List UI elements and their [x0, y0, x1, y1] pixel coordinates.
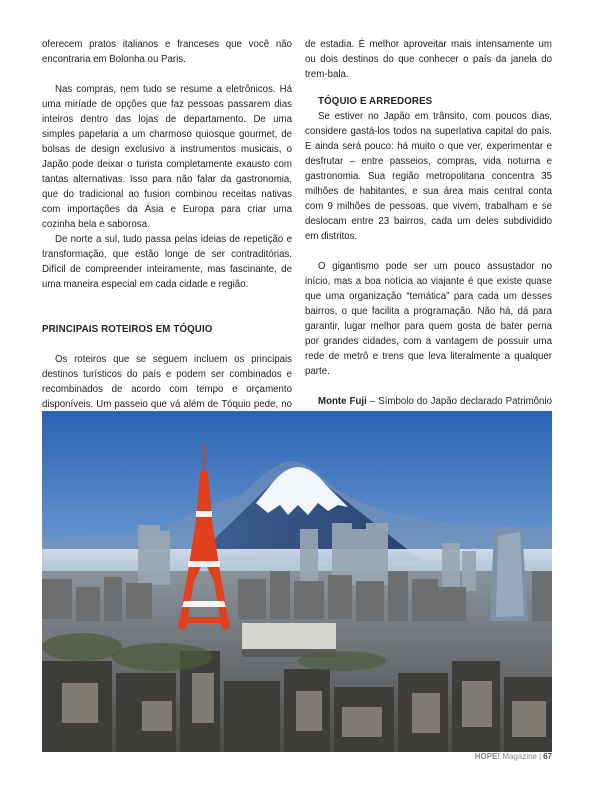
- page-number: 67: [543, 752, 552, 761]
- left-paragraph-3: De norte a sul, tudo passa pelas ideias de repetição e transformação, que estão longe de ser contraditórias. Difícil de compreender inteiramente, mas fascinante, de uma maneira especial em cada cidade e região.: [42, 234, 292, 290]
- white-building: [242, 623, 336, 651]
- right-paragraph-3: O gigantismo pode ser um pouco assustador no início, mas a boa notícia ao viajante é que existe quase que uma organização “temática” para cada um desses bairros, o que facilita a programação. Não há, dá para garantir, lugar melhor para quem gosta de bater perna por grandes cidades, com a vantagem de possuir uma rede de metrô e trens que leva literalmente a qualquer parte.: [305, 261, 552, 377]
- monte-fuji-lead: Monte Fuji: [318, 396, 367, 407]
- right-column: [305, 37, 552, 424]
- page-footer: [475, 752, 552, 762]
- monte-fuji-text: – Símbolo do Japão declarado Patrimônio: [369, 396, 552, 407]
- left-column: [42, 37, 292, 427]
- magazine-brand: HOPE!: [474, 752, 501, 761]
- section-heading-toquio: TÓQUIO E ARREDORES: [318, 96, 433, 107]
- right-paragraph-2: Se estiver no Japão em trânsito, com poucos dias, considere gastá-los todos na superlativa capital do país. E ainda será pouco: há muito o que ver, experimentar e desfrutar – entre passeios, compras, vida noturna e gastronomia. Sua região metropolitana concentra 35 milhões de habitantes, e sua área mais central conta com 9 milhões de pessoas, que vivem, trabalham e se deslocam entre 23 bairros, cada um deles subdividido em distritos.: [305, 111, 552, 242]
- tokyo-fuji-photo: [42, 411, 552, 752]
- magazine-word: Magazine: [500, 752, 538, 761]
- left-paragraph-2: Nas compras, nem tudo se resume a eletrônicos. Há uma miríade de opções que faz pessoas passarem dias inteiros dentro das lojas de departamento. De uma simples papelaria a um charmoso quiosque gourmet, de bolsas de design exclusivo a instrumentos musicais, o Japão pode deixar o turista completamente exausto com tantas alternativas. Isso para não falar da gastronomia, que do tradicional ao fusion combinou receitas nativas com importações da Ásia e Europa para criar uma cozinha bela e saborosa.: [42, 84, 292, 230]
- section-heading-roteiros: PRINCIPAIS ROTEIROS EM TÓQUIO: [42, 324, 213, 335]
- right-paragraph-1: de estadia. É melhor aproveitar mais intensamente um ou dois destinos do que conhecer o país da janela do trem-bala.: [305, 39, 552, 80]
- photo-illustration: [42, 411, 552, 752]
- left-paragraph-4: Os roteiros que se seguem incluem os principais destinos turísticos do país e podem ser combinados e recombinados de acordo com tempo e orçamento disponíveis. Um passeio que vá além de Tóquio pede, no: [42, 354, 292, 410]
- left-paragraph-1: oferecem pratos italianos e franceses que você não encontraria em Bolonha ou Paris.: [42, 39, 292, 65]
- footer-separator: |: [539, 752, 542, 761]
